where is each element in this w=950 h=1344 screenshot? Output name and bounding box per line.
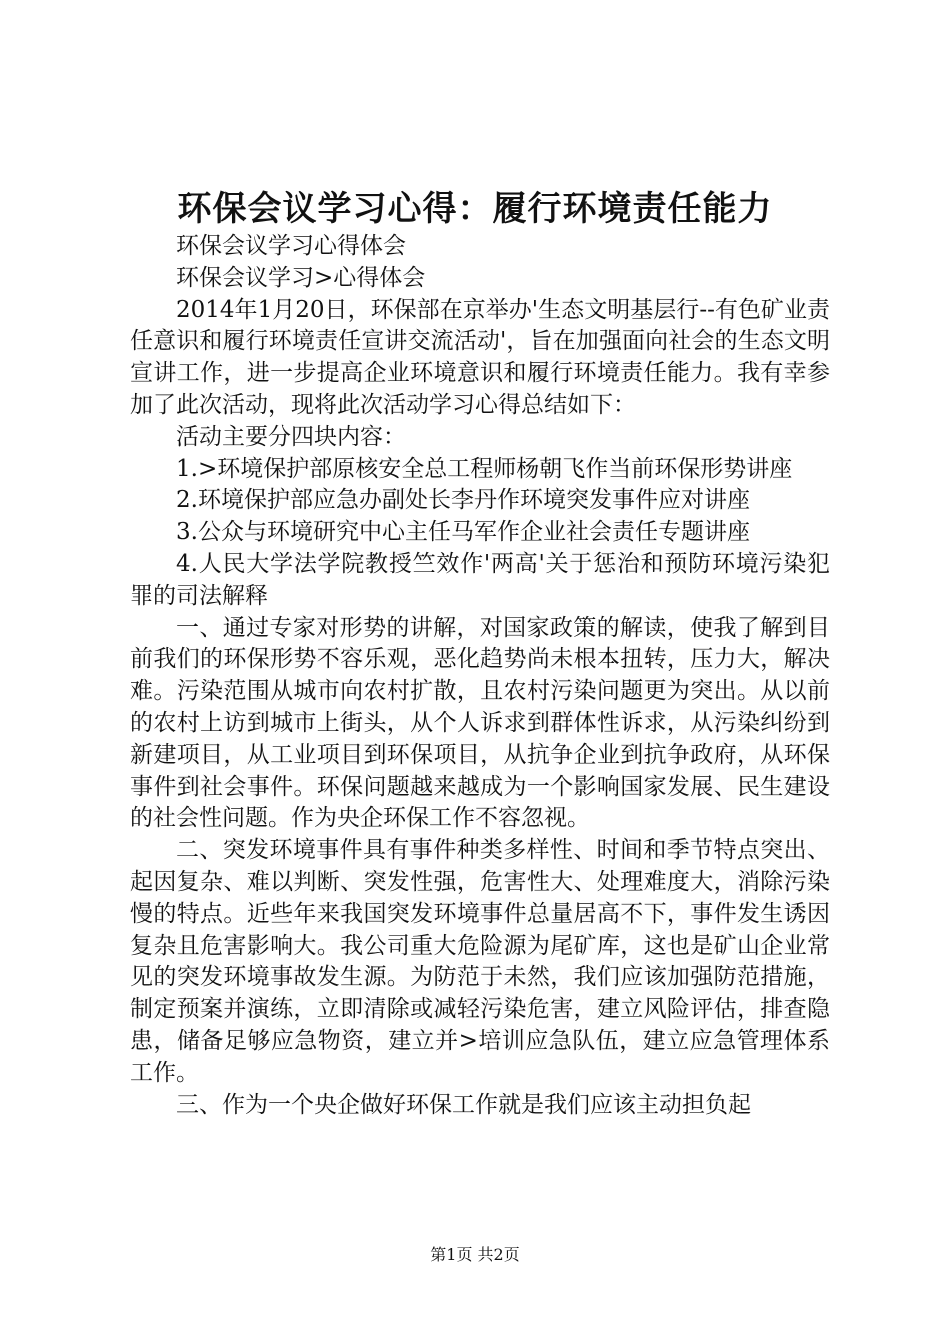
paragraph: 一、通过专家对形势的讲解，对国家政策的解读，使我了解到目前我们的环保形势不容乐观，恶化趋势尚未根本扭转，压力大，解决难。污染范围从城市向农村扩散，且农村污染问题更为突出。从以前的农村上访到城市上街头，从个人诉求到群体性诉求，从污染纠纷到新建项目，从工业项目到环保项目，从抗争企业到抗争政府，从环保事件到社会事件。环保问题越来越成为一个影响国家发展、民生建设的社会性问题。作为央企环保工作不容忽视。	[130, 614, 830, 832]
paragraph: 2014年1月20日，环保部在京举办'生态文明基层行--有色矿业责任意识和履行环境责任宣讲交流活动'，旨在加强面向社会的生态文明宣讲工作，进一步提高企业环境意识和履行环境责任能力。我有幸参加了此次活动，现将此次活动学习心得总结如下：	[130, 296, 830, 418]
document-body	[130, 231, 830, 1121]
paragraph: 3.公众与环境研究中心主任马军作企业社会责任专题讲座	[176, 519, 750, 546]
document-title: 环保会议学习心得：履行环境责任能力	[177, 189, 773, 229]
paragraph: 4.人民大学法学院教授竺效作'两高'关于惩治和预防环境污染犯罪的司法解释	[130, 550, 830, 609]
paragraph: 三、作为一个央企做好环保工作就是我们应该主动担负起	[176, 1091, 751, 1118]
page-number-footer: 第1页 共2页	[430, 1245, 520, 1264]
paragraph: 环保会议学习心得体会	[176, 233, 406, 259]
paragraph: 二、突发环境事件具有事件种类多样性、时间和季节特点突出、起因复杂、难以判断、突发性强，危害性大、处理难度大，消除污染慢的特点。近些年来我国突发环境事件总量居高不下，事件发生诱因复杂且危害影响大。我公司重大危险源为尾矿库，这也是矿山企业常见的突发环境事故发生源。为防范于未然，我们应该加强防范措施，制定预案并演练，立即清除或减轻污染危害，建立风险评估，排查隐患，储备足够应急物资，建立并>培训应急队伍，建立应急管理体系工作。	[130, 837, 830, 1086]
paragraph: 1.>环境保护部原核安全总工程师杨朝飞作当前环保形势讲座	[176, 455, 793, 482]
paragraph: 环保会议学习>心得体会	[176, 264, 426, 291]
paragraph: 活动主要分四块内容：	[176, 423, 406, 450]
paragraph: 2.环境保护部应急办副处长李丹作环境突发事件应对讲座	[176, 487, 750, 514]
